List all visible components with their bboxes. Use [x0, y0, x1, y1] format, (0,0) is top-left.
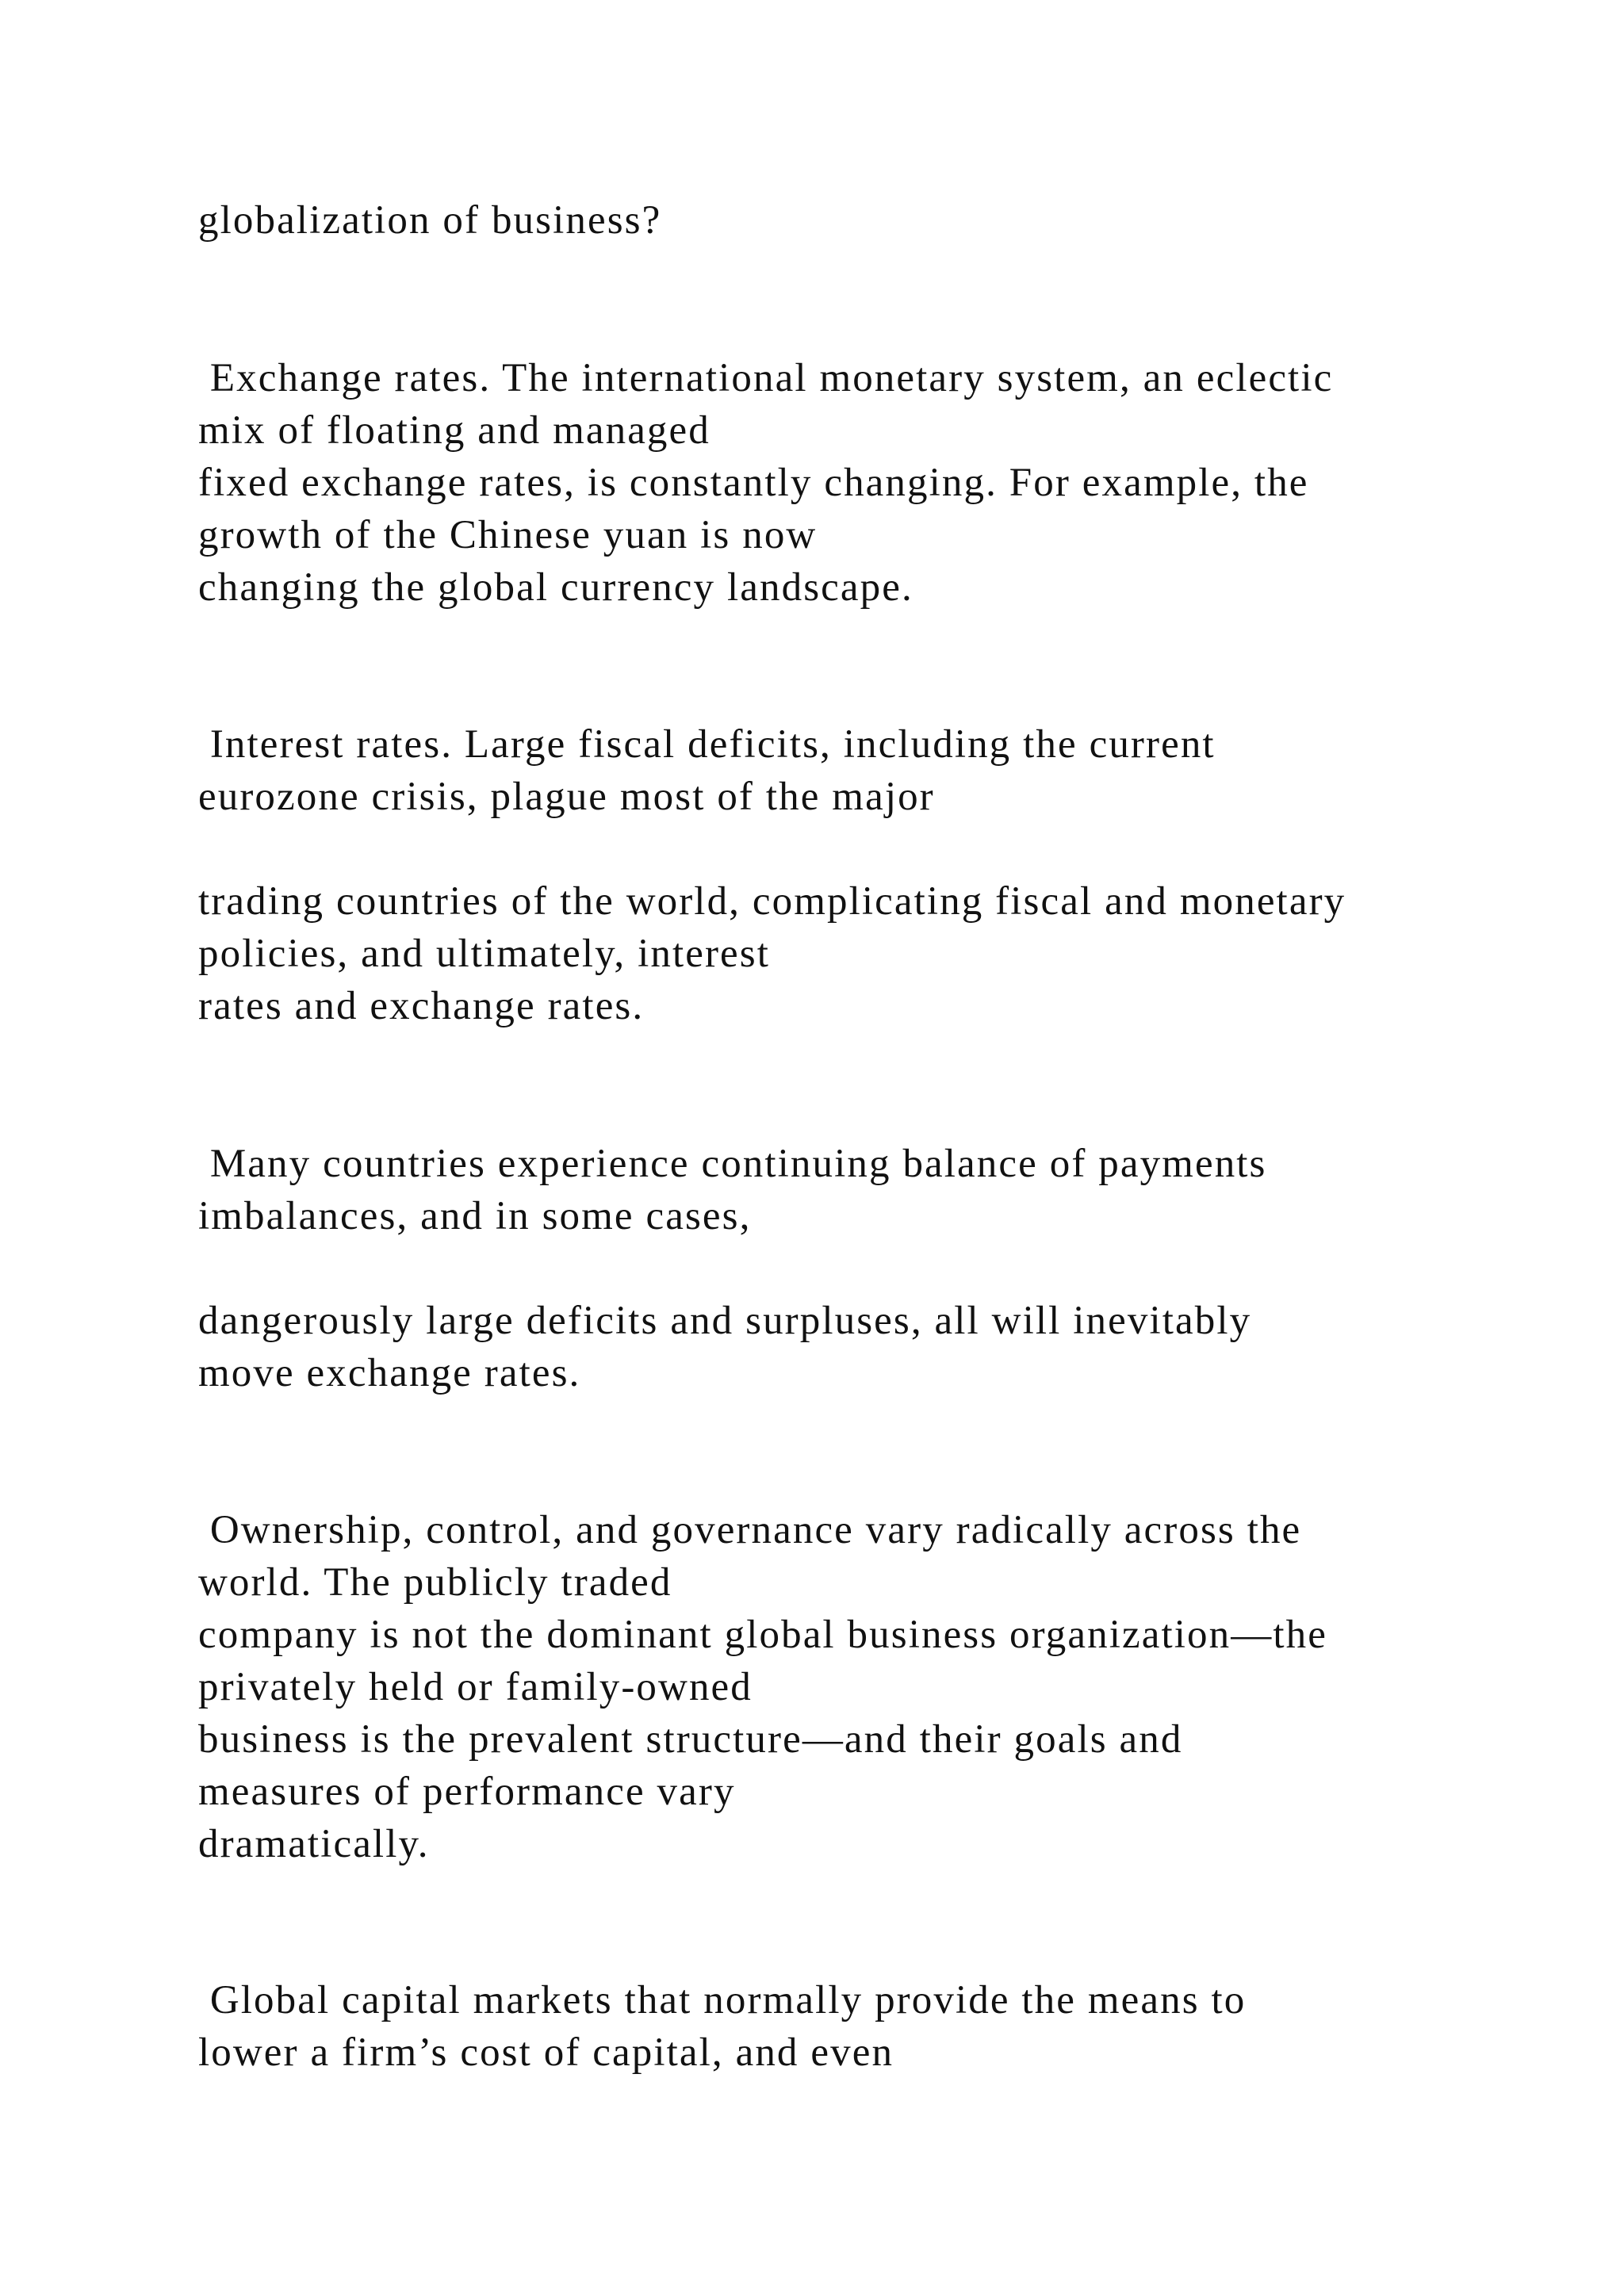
- text-line: mix of floating and managed: [198, 408, 710, 453]
- text-line: growth of the Chinese yuan is now: [198, 513, 818, 557]
- text-line: Interest rates. Large fiscal deficits, including the current: [198, 722, 1216, 767]
- text-line: dangerously large deficits and surpluses, all will inevitably: [198, 1299, 1252, 1343]
- text-line: lower a firm’s cost of capital, and even: [198, 2030, 894, 2075]
- text-line: rates and exchange rates.: [198, 984, 645, 1028]
- text-line: imbalances, and in some cases,: [198, 1194, 752, 1238]
- text-line: business is the prevalent structure—and their goals and: [198, 1717, 1183, 1762]
- text-line: eurozone crisis, plague most of the major: [198, 775, 935, 819]
- text-line: policies, and ultimately, interest: [198, 932, 771, 976]
- text-line: globalization of business?: [198, 198, 662, 243]
- text-line: move exchange rates.: [198, 1351, 581, 1395]
- text-line: Ownership, control, and governance vary radically across the: [198, 1508, 1302, 1552]
- text-line: company is not the dominant global business organization—the: [198, 1613, 1327, 1657]
- text-line: dramatically.: [198, 1822, 430, 1866]
- text-line: Exchange rates. The international monetary system, an eclectic: [198, 356, 1334, 400]
- text-line: Many countries experience continuing balance of payments: [198, 1142, 1267, 1186]
- text-line: world. The publicly traded: [198, 1560, 672, 1605]
- text-line: privately held or family-owned: [198, 1665, 753, 1709]
- text-line: Global capital markets that normally provide the means to: [198, 1978, 1247, 2022]
- text-line: trading countries of the world, complicating fiscal and monetary: [198, 879, 1346, 924]
- text-line: measures of performance vary: [198, 1770, 736, 1814]
- text-line: fixed exchange rates, is constantly changing. For example, the: [198, 461, 1309, 505]
- text-line: changing the global currency landscape.: [198, 565, 914, 610]
